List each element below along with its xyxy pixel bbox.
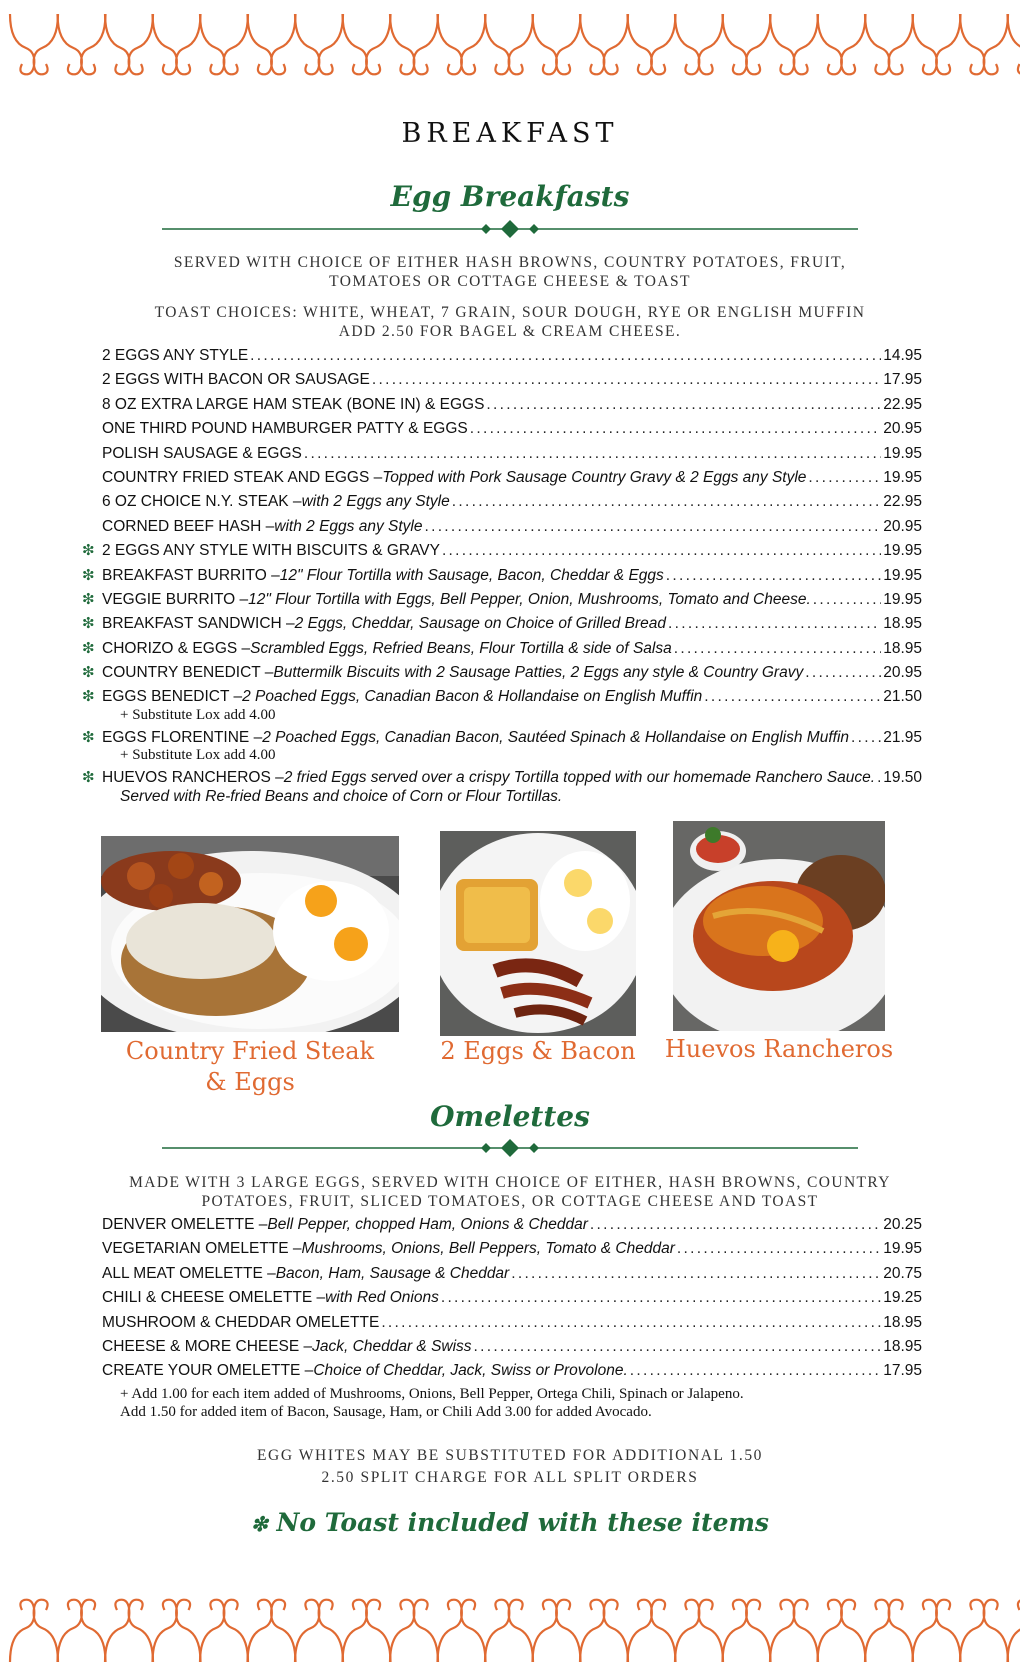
menu-item-description: 2 Poached Eggs, Canadian Bacon, Sautéed Spinach & Hollandaise on English Muffin [262,728,850,746]
omelette-note [90,1173,930,1211]
scroll-ornament [295,14,343,74]
menu-item [82,417,922,441]
no-toast-note [0,1508,1020,1537]
scroll-ornament [153,1600,201,1662]
dot-leader [381,1311,881,1335]
dot-leader [511,1262,881,1286]
menu-item [82,637,922,661]
menu-item-price: 20.75 [883,1264,922,1282]
menu-item-price: 19.50 [883,769,922,787]
menu-item-description: with 2 Eggs any Style [274,517,423,535]
scroll-ornament [913,14,961,74]
scroll-ornament [723,1600,771,1662]
scroll-ornament [770,1600,818,1662]
caption-line: & Eggs [205,1068,295,1096]
menu-item-name: 6 OZ CHOICE N.Y. STEAK – [102,493,302,511]
dot-leader [424,515,881,539]
scroll-ornament [295,1600,343,1662]
asterisk-icon: ❇ [250,1512,268,1536]
menu-item-price: 20.95 [883,517,922,535]
split-charge-note: 2.50 SPLIT CHARGE FOR ALL SPLIT ORDERS [321,1469,699,1486]
menu-item-description: 2 Eggs, Cheddar, Sausage on Choice of Grilled Bread [294,615,667,633]
menu-item [82,1237,922,1261]
toast-choices-line2: ADD 2.50 FOR BAGEL & CREAM CHEESE. [338,323,682,340]
dot-leader [808,466,881,490]
menu-item-description: Bacon, Ham, Sausage & Cheddar [275,1264,510,1282]
menu-item-name: DENVER OMELETTE – [102,1216,268,1233]
scroll-ornament [818,1600,866,1662]
menu-item-price: 20.95 [883,664,922,682]
scroll-ornament [10,14,58,74]
dot-leader [486,393,881,417]
toast-choices-line1: TOAST CHOICES: WHITE, WHEAT, 7 GRAIN, SOUR DOUGH, RYE OR ENGLISH MUFFIN [154,304,866,321]
menu-item-description: Jack, Cheddar & Swiss [312,1337,472,1355]
scroll-ornament [865,14,913,74]
caption-line: 2 Eggs & Bacon [440,1037,636,1065]
asterisk-icon: ❇ [82,688,95,706]
menu-item-description: Bell Pepper, chopped Ham, Onions & Cheddar [267,1216,588,1233]
menu-item-price: 19.95 [883,590,922,608]
menu-item-note: Served with Re-fried Beans and choice of Corn or Flour Tortillas. [120,787,563,805]
menu-item-price: 19.25 [883,1289,922,1307]
dot-leader [452,490,881,514]
menu-item-name: CORNED BEEF HASH – [102,517,275,535]
scroll-ornament [343,14,391,74]
scroll-ornament [818,14,866,74]
scroll-ornament [10,1600,58,1662]
menu-item-price: 18.95 [883,1313,922,1331]
menu-item-name: 2 EGGS ANY STYLE WITH BISCUITS & GRAVY [102,542,440,560]
asterisk-icon: ❇ [82,664,95,682]
dot-leader [677,1237,881,1261]
menu-item [82,1359,922,1383]
addon-line1: + Add 1.00 for each item added of Mushrooms, Onions, Bell Pepper, Ortega Chili, Spinach or Jalapeno. [120,1386,744,1402]
dot-leader [851,726,881,750]
section-divider [162,219,858,239]
no-toast-text: No Toast included with these items [276,1508,770,1537]
served-with-line1: SERVED WITH CHOICE OF EITHER HASH BROWNS, COUNTRY POTATOES, FRUIT, [173,254,847,271]
menu-item-price: 22.95 [883,395,922,413]
dot-leader [470,417,881,441]
menu-item-price: 19.95 [883,468,922,486]
menu-item-price: 17.95 [883,371,922,389]
asterisk-icon: ❇ [82,615,95,633]
menu-item-price: 19.95 [883,1240,922,1258]
scroll-ornament [485,1600,533,1662]
menu-item-price: 20.95 [883,420,922,438]
served-with-line2: TOMATOES OR COTTAGE CHEESE & TOAST [329,273,691,290]
menu-item-price: 19.95 [883,542,922,560]
caption-country-fried-steak [101,1036,399,1098]
scroll-ornament [58,14,106,74]
photo-eggs-and-bacon [440,831,636,1036]
dot-leader [474,1335,882,1359]
dot-leader [441,1286,881,1310]
menu-item [82,766,922,790]
menu-item-description: 12" Flour Tortilla with Sausage, Bacon, Cheddar & Eggs [279,566,664,584]
scroll-ornament [1008,14,1020,74]
scroll-ornament [675,14,723,74]
footer-notes [0,1445,1020,1489]
dot-leader [704,685,881,709]
menu-item-name: 8 OZ EXTRA LARGE HAM STEAK (BONE IN) & EGGS [102,395,485,413]
asterisk-icon: ❇ [82,590,95,608]
dot-leader [304,442,881,466]
dot-leader [250,344,881,368]
menu-item-price: 17.95 [883,1362,922,1380]
asterisk-icon: ❇ [82,728,95,746]
menu-item-price: 18.95 [883,615,922,633]
menu-item [82,564,922,588]
menu-item-price: 20.25 [883,1216,922,1233]
scroll-ornament [343,1600,391,1662]
omelette-menu [82,1213,922,1384]
menu-item [82,726,922,750]
menu-item-name: EGGS FLORENTINE – [102,728,263,746]
decorative-border-bottom [0,1588,1020,1668]
served-with-note [110,253,910,291]
scroll-ornament [438,14,486,74]
menu-item-addon: + Substitute Lox add 4.00 [120,747,276,764]
dot-leader [666,564,881,588]
menu-item-price: 21.95 [883,728,922,746]
scroll-ornament [580,14,628,74]
menu-item-name: CHILI & CHEESE OMELETTE – [102,1289,326,1307]
egg-breakfasts-heading: Egg Breakfasts [390,180,630,213]
menu-item [82,661,922,685]
menu-item-description: Mushrooms, Onions, Bell Peppers, Tomato & Cheddar [301,1240,675,1258]
scroll-ornament [628,14,676,74]
menu-item-price: 19.95 [883,444,922,462]
menu-item-name: COUNTRY BENEDICT – [102,664,274,682]
asterisk-icon: ❇ [82,542,95,560]
menu-item-name: 2 EGGS ANY STYLE [102,347,249,364]
scroll-ornament [248,14,296,74]
menu-item-description: with 2 Eggs any Style [301,493,450,511]
menu-item [82,466,922,490]
page-title: BREAKFAST [401,118,619,149]
scroll-ornament [865,1600,913,1662]
menu-item [82,344,922,368]
menu-item-price: 19.95 [883,566,922,584]
dot-leader [372,368,881,392]
menu-item [82,490,922,514]
egg-whites-note: EGG WHITES MAY BE SUBSTITUTED FOR ADDITIONAL 1.50 [256,1447,764,1464]
menu-item-price: 18.95 [883,639,922,657]
scroll-ornament [533,1600,581,1662]
menu-item-name: 2 EGGS WITH BACON OR SAUSAGE [102,371,370,389]
omelette-addons [120,1385,980,1421]
menu-item-description: with Red Onions [325,1289,439,1307]
menu-item [82,1213,922,1237]
menu-item [82,368,922,392]
scroll-ornament [913,1600,961,1662]
dot-leader [442,539,881,563]
caption-huevos-rancheros [656,1034,902,1065]
omelette-note-line1: MADE WITH 3 LARGE EGGS, SERVED WITH CHOICE OF EITHER, HASH BROWNS, COUNTRY [129,1174,891,1191]
dot-leader [668,612,881,636]
asterisk-icon: ❇ [82,566,95,584]
scroll-ornament [628,1600,676,1662]
menu-item [82,1286,922,1310]
menu-item-name: BREAKFAST BURRITO – [102,566,280,584]
photo-huevos-rancheros [673,821,885,1031]
scroll-ornament [390,14,438,74]
menu-item-name: COUNTRY FRIED STEAK AND EGGS – [102,468,383,486]
decorative-border-top [0,6,1020,86]
menu-item-name: BREAKFAST SANDWICH – [102,615,295,633]
addon-line2: Add 1.50 for added item of Bacon, Sausage, Ham, or Chili Add 3.00 for added Avocado. [120,1404,652,1420]
caption-line: Country Fried Steak [125,1037,375,1065]
scroll-ornament [438,1600,486,1662]
scroll-ornament [675,1600,723,1662]
menu-item-description: Scrambled Eggs, Refried Beans, Flour Tortilla & side of Salsa [250,639,672,657]
dot-leader [877,766,881,790]
menu-item-price: 21.50 [883,688,922,706]
dot-leader [590,1213,881,1237]
scroll-ornament [485,14,533,74]
menu-item [82,539,922,563]
scroll-ornament [960,1600,1008,1662]
menu-item-description: Buttermilk Biscuits with 2 Sausage Patties, 2 Eggs any style & Country Gravy [273,664,804,682]
menu-item-description: 2 Poached Eggs, Canadian Bacon & Hollandaise on English Muffin [242,688,703,706]
caption-line: Huevos Rancheros [664,1035,894,1063]
menu-item-price: 18.95 [883,1337,922,1355]
menu-item-name: EGGS BENEDICT – [102,688,243,706]
scroll-ornament [580,1600,628,1662]
menu-item-description: 12" Flour Tortilla with Eggs, Bell Pepper, Onion, Mushrooms, Tomato and Cheese. [248,590,811,608]
menu-item [82,1335,922,1359]
scroll-ornament [1008,1600,1020,1662]
menu-item [82,393,922,417]
toast-choices-note [110,303,910,341]
omelettes-heading: Omelettes [430,1100,590,1133]
menu-item-description: Choice of Cheddar, Jack, Swiss or Provolone. [313,1362,628,1380]
scroll-ornament [248,1600,296,1662]
scroll-ornament [960,14,1008,74]
menu-item-description: Topped with Pork Sausage Country Gravy & 2 Eggs any Style [382,468,807,486]
menu-item-name: CREATE YOUR OMELETTE – [102,1362,314,1380]
scroll-ornament [105,14,153,74]
asterisk-icon: ❇ [82,639,95,657]
menu-item-addon: + Substitute Lox add 4.00 [120,706,276,723]
scroll-ornament [105,1600,153,1662]
scroll-ornament [58,1600,106,1662]
menu-item [82,515,922,539]
omelette-note-line2: POTATOES, FRUIT, SLICED TOMATOES, OR COTTAGE CHEESE AND TOAST [201,1193,819,1210]
dot-leader [630,1359,881,1383]
dot-leader [813,588,881,612]
menu-item-name: CHEESE & MORE CHEESE – [102,1337,313,1355]
menu-item [82,612,922,636]
menu-item [82,1262,922,1286]
menu-item [82,588,922,612]
dot-leader [674,637,881,661]
scroll-ornament [723,14,771,74]
menu-item [82,442,922,466]
menu-item-name: POLISH SAUSAGE & EGGS [102,444,302,462]
menu-item-name: ONE THIRD POUND HAMBURGER PATTY & EGGS [102,420,468,438]
asterisk-icon: ❇ [82,769,95,787]
menu-item-price: 22.95 [883,493,922,511]
caption-eggs-and-bacon [420,1036,656,1067]
scroll-ornament [533,14,581,74]
menu-item-description: 2 fried Eggs served over a crispy Tortilla topped with our homemade Ranchero Sauce. [283,769,876,787]
menu-item-name: VEGETARIAN OMELETTE – [102,1240,302,1258]
scroll-ornament [200,1600,248,1662]
section-divider [162,1138,858,1158]
menu-item-name: CHORIZO & EGGS – [102,639,251,657]
photo-country-fried-steak [101,836,399,1032]
menu-item [82,685,922,709]
scroll-ornament [390,1600,438,1662]
menu-item-price: 14.95 [883,347,922,364]
menu-item-name: ALL MEAT OMELETTE – [102,1264,276,1282]
menu-item-name: MUSHROOM & CHEDDAR OMELETTE [102,1313,380,1331]
dot-leader [805,661,881,685]
menu-item-name: VEGGIE BURRITO – [102,590,249,608]
scroll-ornament [153,14,201,74]
menu-item [82,1311,922,1335]
scroll-ornament [200,14,248,74]
menu-item-name: HUEVOS RANCHEROS – [102,769,284,787]
egg-breakfast-menu [82,344,922,807]
scroll-ornament [770,14,818,74]
